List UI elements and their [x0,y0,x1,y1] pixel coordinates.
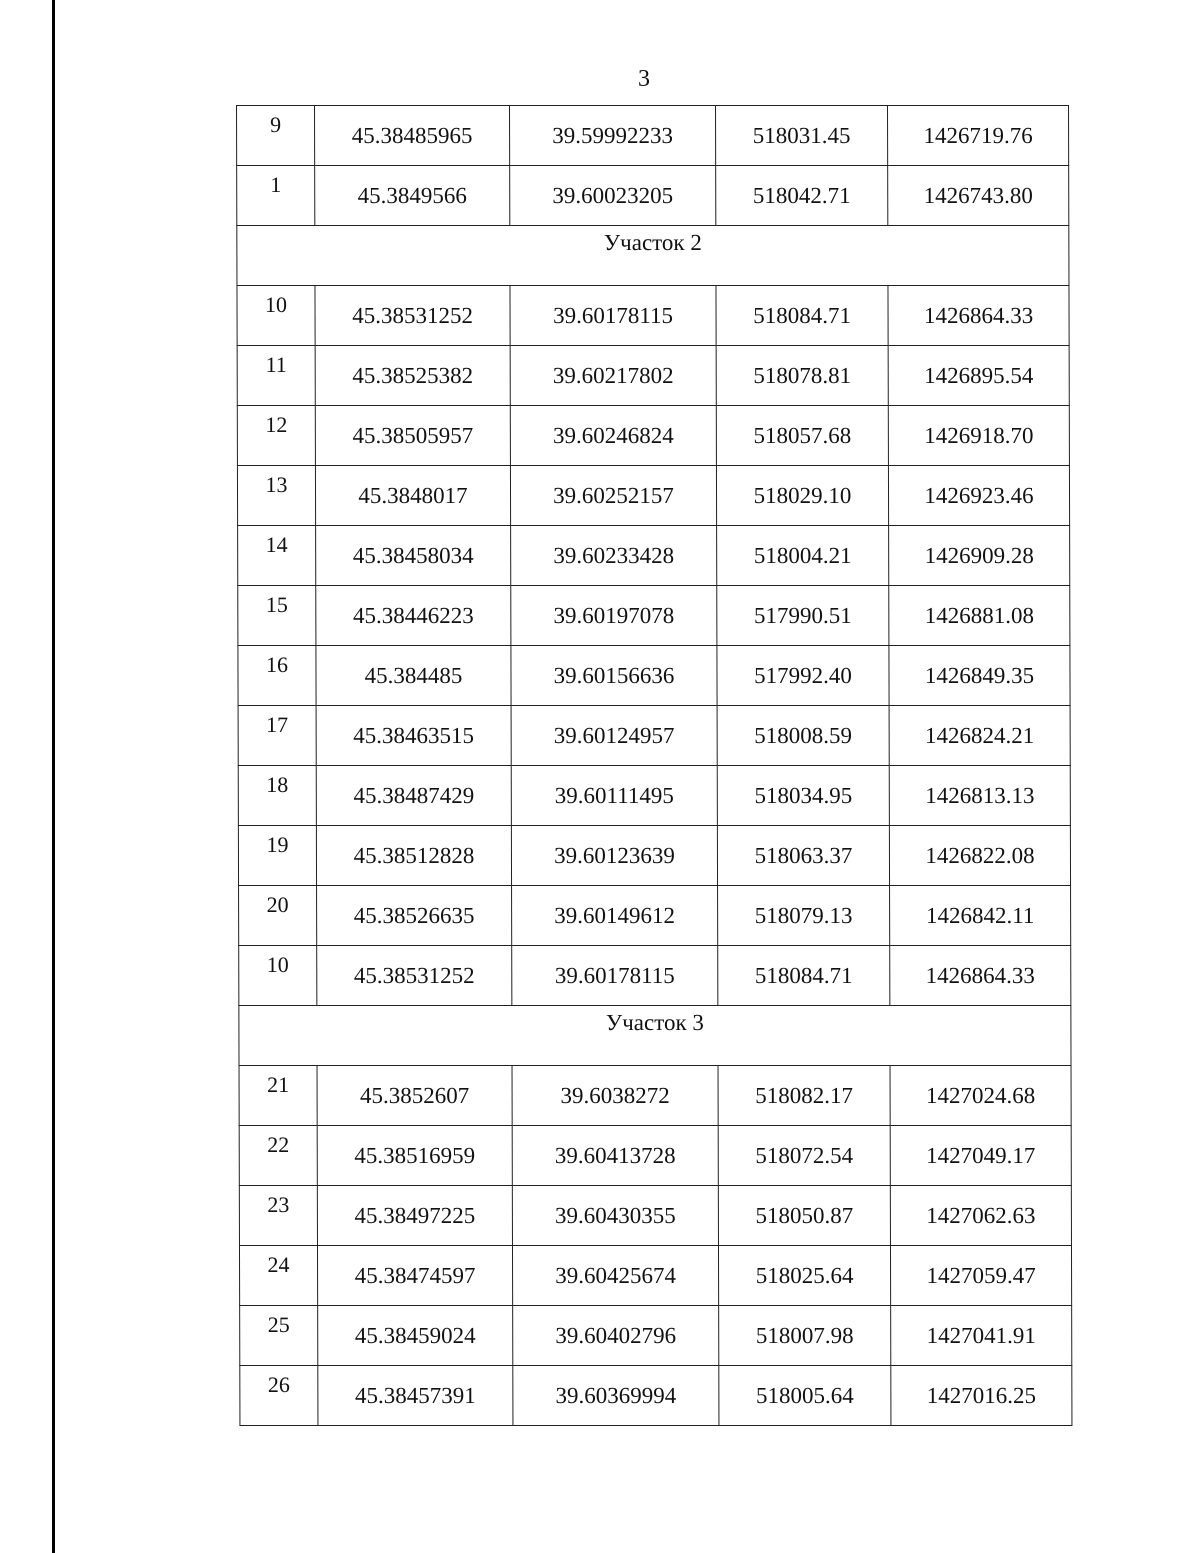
longitude-cell: 39.60233428 [511,526,717,586]
latitude-cell: 45.3848017 [315,466,510,526]
latitude-cell: 45.38531252 [317,946,512,1006]
latitude-cell: 45.38463515 [316,706,511,766]
point-number-cell: 13 [237,466,315,526]
longitude-cell: 39.60123639 [511,826,717,886]
table-row [238,646,1070,706]
latitude-cell: 45.38516959 [317,1126,512,1186]
latitude-cell: 45.38457391 [318,1366,513,1426]
x-coordinate-cell: 518084.71 [718,946,890,1006]
x-coordinate-cell: 518029.10 [716,466,888,526]
point-number-cell: 25 [240,1306,318,1366]
point-number-cell: 10 [237,286,315,346]
y-coordinate-cell: 1427024.68 [890,1066,1071,1126]
x-coordinate-cell: 518078.81 [716,346,888,406]
table-row [239,1126,1071,1186]
y-coordinate-cell: 1426842.11 [890,886,1071,946]
x-coordinate-cell: 518042.71 [716,166,888,226]
table-row [239,1246,1071,1306]
longitude-cell: 39.60111495 [511,766,717,826]
y-coordinate-cell: 1426881.08 [889,586,1070,646]
latitude-cell: 45.38526635 [317,886,512,946]
longitude-cell: 39.60252157 [510,466,716,526]
point-number-cell: 21 [239,1066,317,1126]
x-coordinate-cell: 518031.45 [716,106,888,166]
longitude-cell: 39.60425674 [512,1246,718,1306]
latitude-cell: 45.38497225 [317,1186,512,1246]
y-coordinate-cell: 1426895.54 [888,346,1069,406]
table-row [237,466,1069,526]
table-row [237,106,1069,166]
latitude-cell: 45.3852607 [317,1066,512,1126]
latitude-cell: 45.38474597 [317,1246,512,1306]
y-coordinate-cell: 1426918.70 [888,406,1069,466]
point-number-cell: 22 [239,1126,317,1186]
section-title: Участок 3 [239,1006,1071,1066]
section-title: Участок 2 [237,226,1069,286]
latitude-cell: 45.38446223 [316,586,511,646]
table-row [240,1306,1072,1366]
latitude-cell: 45.3849566 [315,166,510,226]
longitude-cell: 39.6038272 [512,1066,718,1126]
y-coordinate-cell: 1426923.46 [888,466,1069,526]
section-row [237,226,1069,286]
page-number: 3 [638,66,650,92]
longitude-cell: 39.60149612 [512,886,718,946]
longitude-cell: 39.60402796 [513,1306,719,1366]
y-coordinate-cell: 1426864.33 [890,946,1071,1006]
point-number-cell: 17 [238,706,316,766]
y-coordinate-cell: 1427062.63 [890,1186,1071,1246]
y-coordinate-cell: 1426719.76 [888,106,1069,166]
longitude-cell: 39.60430355 [512,1186,718,1246]
table-row [239,946,1071,1006]
table-row [238,586,1070,646]
point-number-cell: 16 [238,646,316,706]
table-row [237,166,1069,226]
point-number-cell: 26 [240,1366,318,1426]
coordinates-table [236,105,1072,1426]
y-coordinate-cell: 1426813.13 [889,766,1070,826]
point-number-cell: 20 [239,886,317,946]
x-coordinate-cell: 518034.95 [717,766,889,826]
scan-edge-line [52,0,55,1553]
longitude-cell: 39.60178115 [512,946,718,1006]
y-coordinate-cell: 1426849.35 [889,646,1070,706]
table-row [240,1366,1072,1426]
longitude-cell: 39.59992233 [510,106,716,166]
point-number-cell: 18 [238,766,316,826]
longitude-cell: 39.60156636 [511,646,717,706]
longitude-cell: 39.60369994 [513,1366,719,1426]
table-row [238,826,1070,886]
x-coordinate-cell: 518007.98 [719,1306,891,1366]
point-number-cell: 23 [239,1186,317,1246]
longitude-cell: 39.60246824 [510,406,716,466]
x-coordinate-cell: 518057.68 [716,406,888,466]
y-coordinate-cell: 1427059.47 [890,1246,1071,1306]
y-coordinate-cell: 1426864.33 [888,286,1069,346]
x-coordinate-cell: 518082.17 [718,1066,890,1126]
y-coordinate-cell: 1426824.21 [889,706,1070,766]
y-coordinate-cell: 1426909.28 [889,526,1070,586]
x-coordinate-cell: 518008.59 [717,706,889,766]
longitude-cell: 39.60217802 [510,346,716,406]
section-row [239,1006,1071,1066]
table-row [237,346,1069,406]
coordinates-table-body [237,106,1072,1426]
point-number-cell: 10 [239,946,317,1006]
latitude-cell: 45.38459024 [318,1306,513,1366]
y-coordinate-cell: 1427041.91 [891,1306,1072,1366]
point-number-cell: 9 [237,106,315,166]
latitude-cell: 45.38512828 [316,826,511,886]
latitude-cell: 45.38458034 [316,526,511,586]
x-coordinate-cell: 518005.64 [719,1366,891,1426]
y-coordinate-cell: 1426822.08 [889,826,1070,886]
table-row [239,1066,1071,1126]
point-number-cell: 19 [238,826,316,886]
longitude-cell: 39.60197078 [511,586,717,646]
longitude-cell: 39.60178115 [510,286,716,346]
table-row [237,286,1069,346]
longitude-cell: 39.60124957 [511,706,717,766]
longitude-cell: 39.60413728 [512,1126,718,1186]
latitude-cell: 45.38485965 [315,106,510,166]
table-row [238,706,1070,766]
x-coordinate-cell: 518079.13 [718,886,890,946]
table-row [238,766,1070,826]
latitude-cell: 45.38487429 [316,766,511,826]
point-number-cell: 12 [237,406,315,466]
x-coordinate-cell: 518063.37 [717,826,889,886]
point-number-cell: 1 [237,166,315,226]
latitude-cell: 45.38531252 [315,286,510,346]
x-coordinate-cell: 518050.87 [718,1186,890,1246]
latitude-cell: 45.38505957 [315,406,510,466]
y-coordinate-cell: 1426743.80 [888,166,1069,226]
latitude-cell: 45.38525382 [315,346,510,406]
longitude-cell: 39.60023205 [510,166,716,226]
point-number-cell: 11 [237,346,315,406]
x-coordinate-cell: 518084.71 [716,286,888,346]
y-coordinate-cell: 1427049.17 [890,1126,1071,1186]
x-coordinate-cell: 518025.64 [718,1246,890,1306]
point-number-cell: 24 [239,1246,317,1306]
table-row [238,526,1070,586]
x-coordinate-cell: 518072.54 [718,1126,890,1186]
point-number-cell: 14 [238,526,316,586]
x-coordinate-cell: 517990.51 [717,586,889,646]
table-row [239,886,1071,946]
point-number-cell: 15 [238,586,316,646]
table-row [237,406,1069,466]
x-coordinate-cell: 518004.21 [717,526,889,586]
y-coordinate-cell: 1427016.25 [891,1366,1072,1426]
x-coordinate-cell: 517992.40 [717,646,889,706]
table-row [239,1186,1071,1246]
latitude-cell: 45.384485 [316,646,511,706]
